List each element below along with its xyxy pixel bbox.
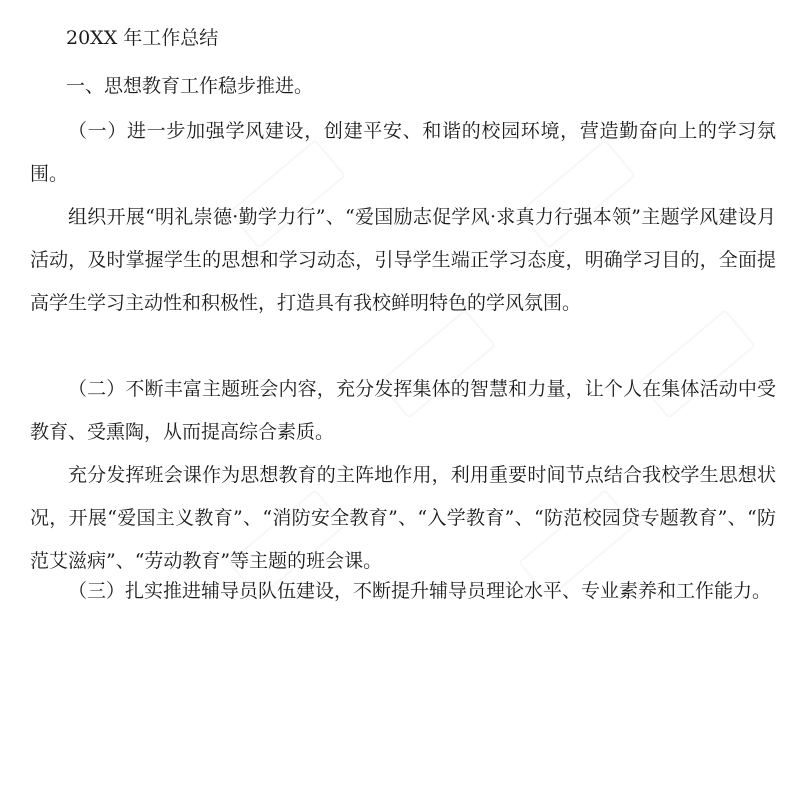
section-heading: 一、思想教育工作稳步推进。	[66, 75, 314, 97]
item-paragraph-1: （一）进一步加强学风建设，创建平安、和谐的校园环境，营造勤奋向上的学习氛围。	[30, 120, 776, 185]
item-paragraph-3: （三）扎实推进辅导员队伍建设，不断提升辅导员理论水平、专业素养和工作能力。	[68, 580, 772, 602]
document-title: 20XX 年工作总结	[66, 27, 219, 49]
item-paragraph-2: （二）不断丰富主题班会内容，充分发挥集体的智慧和力量，让个人在集体活动中受教育、受熏陶，从而提高综合素质。	[30, 378, 776, 443]
body-paragraph-2: 充分发挥班会课作为思想教育的主阵地作用，利用重要时间节点结合我校学生思想状况，开展“爱国主义教育”、“消防安全教育”、“入学教育”、“防范校园贷专题教育”、“防范艾滋病”、“劳动教育”等主题的班会课。	[30, 464, 776, 572]
body-paragraph-1: 组织开展“明礼崇德·勤学力行”、“爱国励志促学风·求真力行强本领”主题学风建设月活动，及时掌握学生的思想和学习动态，引导学生端正学习态度，明确学习目的，全面提高学生学习主动性和积极性，打造具有我校鲜明特色的学风氛围。	[30, 206, 776, 314]
